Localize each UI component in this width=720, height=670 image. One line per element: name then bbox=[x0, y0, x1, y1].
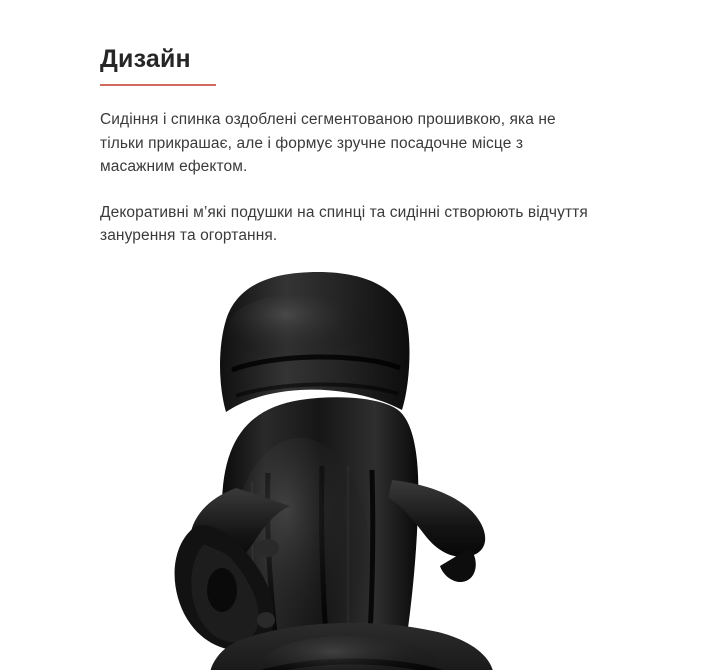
paragraph-2: Декоративні м’які подушки на спинці та сидінні створюють відчуття занурення та огортання. bbox=[100, 203, 588, 245]
page-title: Дизайн bbox=[100, 45, 191, 73]
text-block bbox=[0, 0, 720, 248]
chair-headrest bbox=[220, 272, 409, 412]
paragraph-1: Сидіння і спинка оздоблені сегментованою прошивкою, яка не тільки прикрашає, але і формує зручне посадочне місце з масажним ефектом. bbox=[100, 111, 556, 176]
title-underline-divider bbox=[100, 84, 216, 86]
office-chair-image bbox=[0, 258, 720, 670]
